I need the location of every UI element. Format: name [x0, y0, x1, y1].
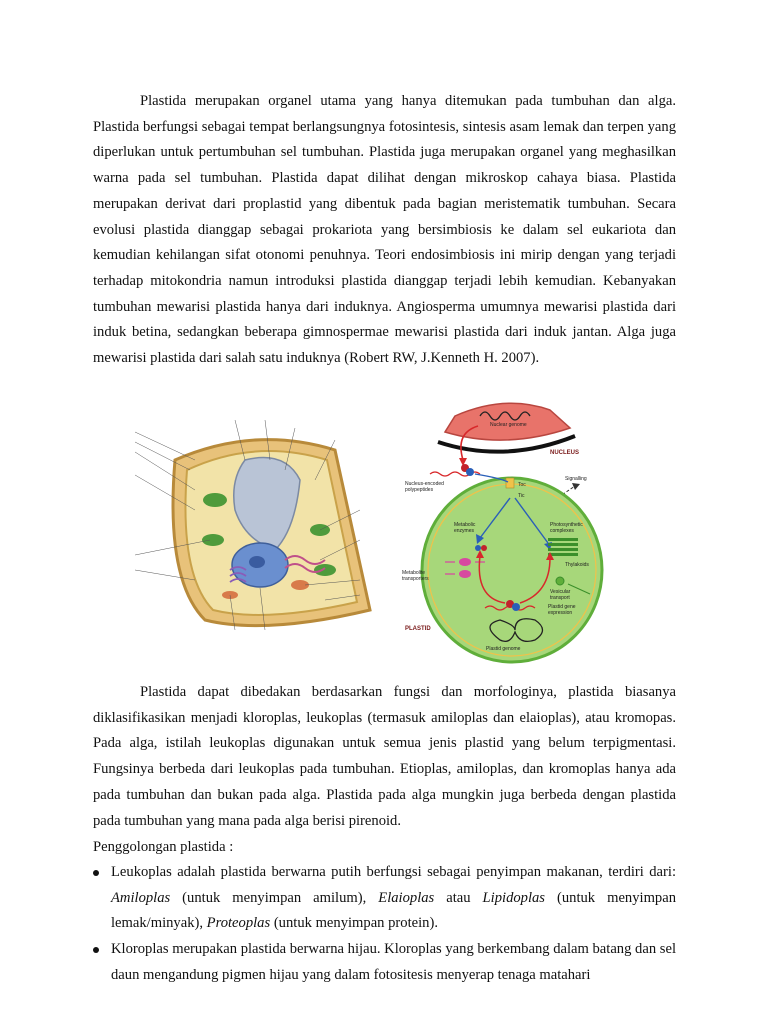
chloroplast — [314, 564, 336, 576]
label-tic: Tic — [518, 493, 525, 499]
label-thylakoids: Thylakoids — [565, 562, 589, 568]
label-nucleus: NUCLEUS — [550, 450, 580, 456]
label-nuclear-genome: Nuclear genome — [490, 422, 527, 428]
paragraph-intro: Plastida merupakan organel utama yang hanya ditemukan pada tumbuhan dan alga. Plastida berfungsi sebagai tempat berlangsungnya fotosintesis, sintesis asam lemak dan terpen yang diperlukan untuk pertumbuhan sel tumbuhan. Plastida juga merupakan organel yang meghasilkan warna pada sel tumbuhan. Plastida dapat dilihat dengan mikroskop cahaya biasa. Plastida merupakan derivat dari proplastid yang dibentuk pada bagian meristematik tumbuhan. Secara evolusi plastida dianggap sebagai prokariota yang bersimbiosis ke dalam sel eukariota dan kemudian kehilangan sifat otonomi penuhnya. Teori endosimbiosis ini mirip dengan yang terjadi terhadap mitokondria namun introduksi plastida dianggap terjadi lebih kemudian. Kebanyakan tumbuhan mewarisi plastida hanya dari induknya. Angiosperma umumnya mewarisi plastida dari induk betina, sedangkan beberapa gimnospermae mewarisi plastida dari induk jantan. Alga juga mewarisi plastida dari salah satu induknya (Robert RW, J.Kenneth H. 2007). — [93, 93, 676, 367]
label-transporters: transporters — [402, 576, 429, 582]
list-item-text: Kloroplas merupakan plastida berwarna hijau. Kloroplas yang berkembang dalam batang dan sel daun mengandung pigmen hijau yang dalam fotositesis menyerap tenaga matahari — [111, 941, 676, 983]
transporter — [459, 570, 471, 578]
chloroplast — [202, 534, 224, 546]
toc-translocon — [506, 478, 514, 488]
label-enzymes: enzymes — [454, 528, 475, 534]
paragraph-classification: Plastida dapat dibedakan berdasarkan fungsi dan morfologinya, plastida biasanya diklasifikasikan menjadi kloroplas, leukoplas (termasuk amiloplas dan elaioplas), atau kromopas. Pada alga, istilah leukoplas digunakan untuk semua jenis plastid yang belum terpigmentasi. Fungsinya berbeda dari leukoplas pada tumbuhan. Etioplas, amiloplas, dan kromoplas hanya ada pada tumbuhan dan bukan pada alga. Plastida pada alga mungkin juga berbeda dengan plastida pada tumbuhan yang mana pada alga berisi pirenoid. — [93, 684, 676, 829]
list-item — [93, 937, 676, 988]
label-expression: expression — [548, 610, 573, 616]
chloroplast — [203, 493, 227, 507]
label-vesicular: Vesicular — [550, 589, 571, 595]
label-metabolic: Metabolic — [454, 522, 476, 528]
label-metabolite: Metabolite — [402, 570, 426, 576]
list-item — [93, 860, 676, 937]
label-plastid-gene: Plastid gene — [548, 604, 576, 610]
bullet-icon — [93, 947, 99, 953]
section-heading: Penggolongan plastida : — [93, 839, 234, 855]
label-plastid-genome: Plastid genome — [486, 646, 521, 652]
label-signalling: Signalling — [565, 476, 587, 482]
vesicle — [556, 577, 564, 585]
plastid-body — [422, 478, 602, 662]
label-nucleus-encoded: Nucleus-encoded — [405, 481, 444, 487]
label-plastid: PLASTID — [405, 626, 431, 632]
label-photosynthetic: Photosynthetic — [550, 522, 583, 528]
list-item-text: Leukoplas adalah plastida berwarna putih berfungsi sebagai penyimpan makanan, terdiri dari: Amiloplas (untuk menyimpan amilum), Elaioplas atau Lipidoplas (untuk menyimpan lemak/minyak), Proteoplas (untuk menyimpan protein). — [111, 864, 676, 932]
plastid-diagram — [400, 398, 610, 664]
transporter — [459, 558, 471, 566]
label-polypeptides: polypeptides — [405, 487, 434, 493]
label-toc: Toc — [518, 482, 526, 488]
plant-cell-figure — [135, 420, 375, 635]
bullet-icon — [93, 870, 99, 876]
plastid-types-list — [93, 860, 676, 989]
label-transport: transport — [550, 595, 570, 601]
label-complexes: complexes — [550, 528, 574, 534]
